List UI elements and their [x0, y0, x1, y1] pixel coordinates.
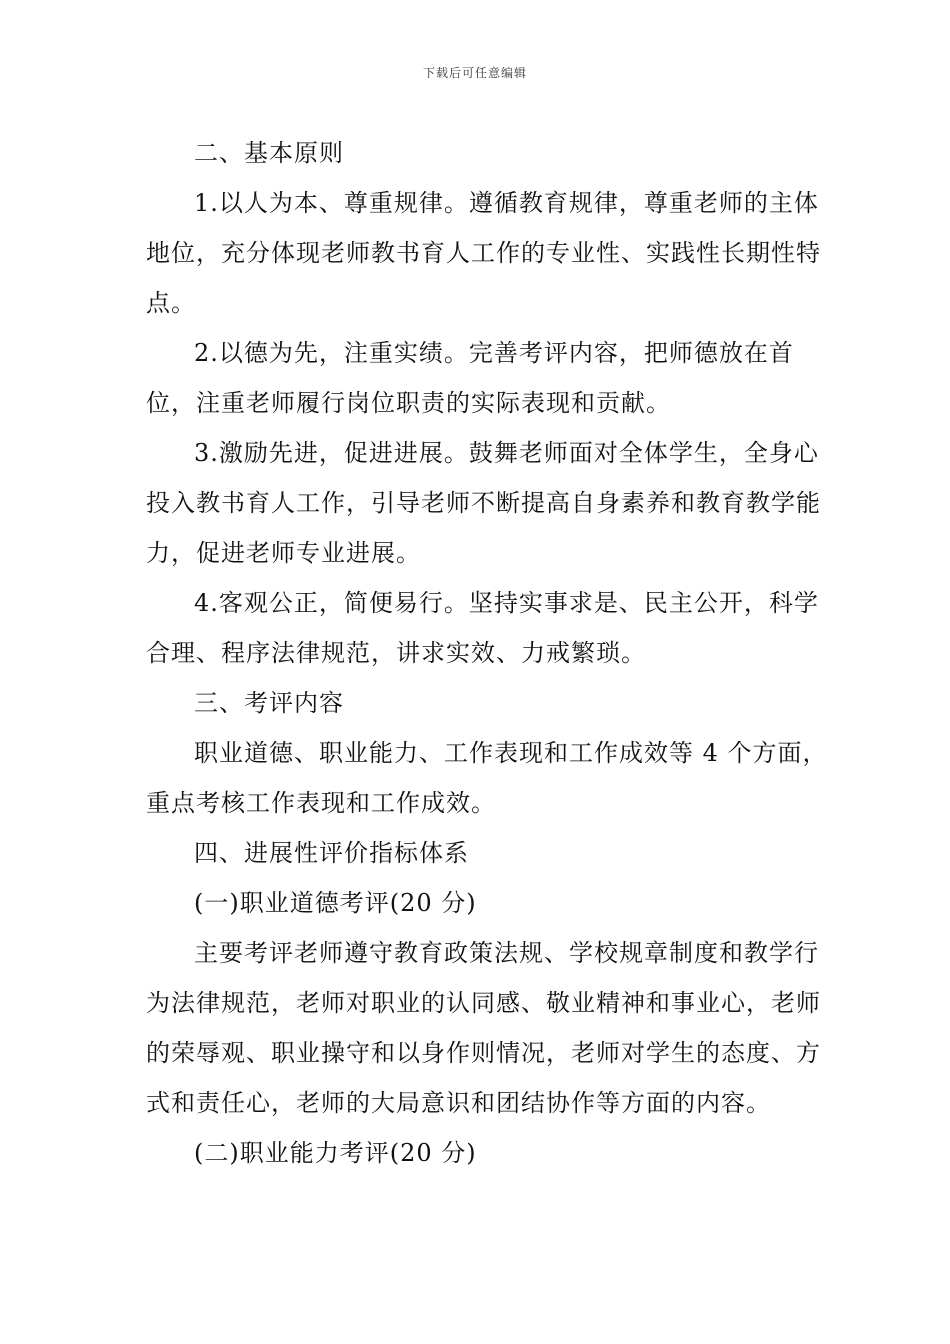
section-heading-principles: 二、基本原则: [194, 139, 344, 167]
principle-4: 4.客观公正，简便易行。坚持实事求是、民主公开，科学合理、程序法律规范，讲求实效、力戒繁琐。: [146, 589, 819, 667]
section-heading-content: 三、考评内容: [194, 689, 344, 717]
page-header-note: 下载后可任意编辑: [422, 66, 527, 80]
principle-1: 1.以人为本、尊重规律。遵循教育规律，尊重老师的主体地位，充分体现老师教书育人工作的专业性、实践性长期性特点。: [146, 189, 821, 317]
principle-3: 3.激励先进，促进进展。鼓舞老师面对全体学生，全身心投入教书育人工作，引导老师不断提高自身素养和教育教学能力，促进老师专业进展。: [146, 439, 821, 567]
principle-2: 2.以德为先，注重实绩。完善考评内容，把师德放在首位，注重老师履行岗位职责的实际表现和贡献。: [146, 339, 794, 417]
document-body: [146, 128, 836, 1178]
ethics-paragraph: 主要考评老师遵守教育政策法规、学校规章制度和教学行为法律规范，老师对职业的认同感、敬业精神和事业心，老师的荣辱观、职业操守和以身作则情况，老师对学生的态度、方式和责任心，老师的大局意识和团结协作等方面的内容。: [146, 939, 821, 1117]
section-heading-indicators: 四、进展性评价指标体系: [194, 839, 469, 867]
subsection-heading-ethics: (一)职业道德考评(20 分): [194, 889, 477, 917]
content-paragraph: 职业道德、职业能力、工作表现和工作成效等 4 个方面，重点考核工作表现和工作成效。: [146, 739, 828, 817]
subsection-heading-ability: (二)职业能力考评(20 分): [194, 1139, 477, 1167]
